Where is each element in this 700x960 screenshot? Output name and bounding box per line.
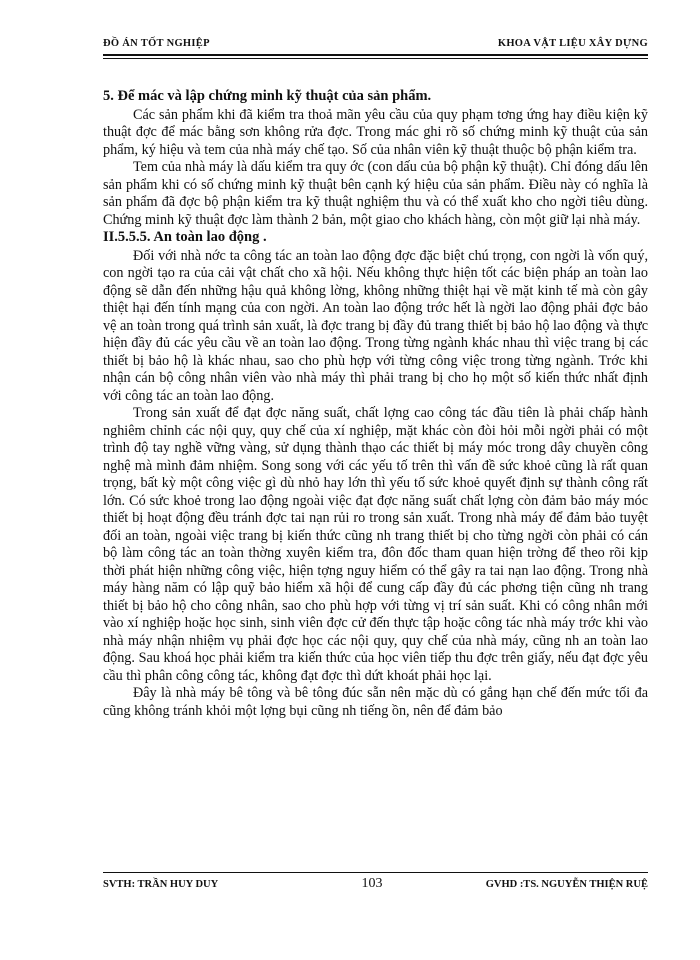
footer-student: SVTH: TRẦN HUY DUY (103, 879, 219, 890)
page-number: 103 (361, 876, 383, 891)
page-header (103, 38, 648, 49)
header-left: ĐỒ ÁN TỐT NGHIỆP (103, 38, 210, 49)
footer-advisor: GVHD :TS. NGUYỄN THIỆN RUỆ (485, 879, 648, 890)
safety-paragraph-1: Đối với nhà nớc ta công tác an toàn lao động đợc đặc biệt chú trọng, con ngời là vốn quý, con ngời tạo ra của cải vật chất cho xã hội. Nếu không thực hiện tốt các biện pháp an toàn lao động sẽ dẫn đến những hậu quả không lờng, không những thiệt hại về mặt kinh tế mà còn gây thiệt hại đến tính mạng của con ngời. An toàn lao động trớc hết là ngời lao động phải đợc bảo vệ an toàn trong quá trình sản xuất, là đợc trang bị đầy đủ trang thiết bị bảo hộ lao động và thực hiện đầy đủ các yêu cầu về an toàn lao động. Trong từng ngành khác nhau thì việc trang bị các thiết bị bảo hộ là khác nhau, sao cho phù hợp với từng công việc trong từng ngành. Trớc khi nhận cán bộ công nhân viên vào nhà máy thì phải trang bị cho họ một số kiến thức nhất định với công tác an toàn lao động. (103, 247, 648, 404)
header-rule (103, 54, 648, 56)
section-5-paragraph-2: Tem của nhà máy là dấu kiểm tra quy ớc (con dấu của bộ phận kỹ thuật). Chỉ đóng dấu lên sản phẩm khi có số chứng minh kỹ thuật bên cạnh ký hiệu của sản phẩm. Điều này có nghĩa là sản phẩm đã đợc bộ phận kiểm tra kỹ thuật nghiệm thu và có thể xuất kho cho ngời tiêu dùng. Chứng minh kỹ thuật đợc làm thành 2 bản, một giao cho khách hàng, còn một giữ lại nhà máy. (103, 159, 648, 228)
header-right: KHOA VẬT LIỆU XÂY DỰNG (497, 38, 648, 49)
page-footer (103, 876, 648, 892)
footer-rule (103, 872, 648, 873)
safety-paragraph-3: Đây là nhà máy bê tông và bê tông đúc sẵn nên mặc dù có gắng hạn chế đến mức tối đa cũng không tránh khỏi một lợng bụi cũng nh tiếng ồn, nên để đảm bảo (103, 685, 648, 719)
header-rule-thin (103, 58, 648, 59)
section-5-title: 5. Để mác và lập chứng minh kỹ thuật của sản phẩm. (103, 88, 432, 104)
section-5-paragraph-1: Các sản phẩm khi đã kiểm tra thoả mãn yêu cầu của quy phạm tơng ứng hay điều kiện kỹ thuật đợc để mác bằng sơn không rửa đợc. Trong mác ghi rõ số chứng minh kỹ thuật của sản phẩm, ký hiệu và tem của nhà máy chế tạo. Số của nhân viên kỹ thuật thuộc bộ phận kiểm tra. (103, 106, 648, 158)
safety-paragraph-2: Trong sản xuất để đạt đợc năng suất, chất lợng cao công tác đầu tiên là phải chấp hành nghiêm chỉnh các nội quy, quy chế của xí nghiệp, mặt khác còn đòi hỏi mỗi ngời phải có một trình độ tay nghề vững vàng, sử dụng thành thạo các thiết bị máy móc trong dây chuyền công nghệ mà mình đảm nhiệm. Song song với các yếu tố trên thì vấn đề sức khoẻ cũng là rất quan trọng, bất kỳ một công việc gì dù nhỏ hay lớn thì yếu tố sức khoẻ quyết định sự thành công rất lớn. Có sức khoẻ trong lao động ngoài việc đạt đợc năng suất chất lợng còn đảm bảo máy móc thiết bị hoạt động đều tránh đợc tai nạn rủi ro trong sản xuất. Trong nhà máy để đảm bảo tuyệt đối an toàn, ngoài việc trang bị kiến thức cũng nh trang thiết bị cho từng ngời còn phải có cán bộ làm công tác an toàn thờng xuyên kiểm tra, đôn đốc tham quan hiện trờng để theo rõi kịp thời phát hiện những công việc, hiện tợng nguy hiểm có thể gây ra tai nạn lao động. Trong nhà máy hàng năm có lập quỹ bảo hiểm xã hội để cung cấp đầy đủ các phơng tiện cũng nh trang thiết bị bảo hộ cho công nhân, sao cho phù hợp với từng vị trí sản suất. Khi có công nhân mới vào xí nghiệp hoặc học sinh, sinh viên đợc cử đến thực tập hoặc công tác nhà máy trớc khi vào nhà máy nhận nhiệm vụ phải đợc học các nội quy, quy chế của nhà máy, cũng nh an toàn lao động. Sau khoá học phải kiểm tra kiến thức của học viên tiếp thu đợc trên giấy, nếu đạt đợc yêu cầu thì phân công công tác, không đạt đợc thì dứt khoát phải học lại. (103, 405, 648, 684)
page-body (103, 88, 648, 720)
section-safety-title: II.5.5.5. An toàn lao động . (103, 229, 267, 245)
